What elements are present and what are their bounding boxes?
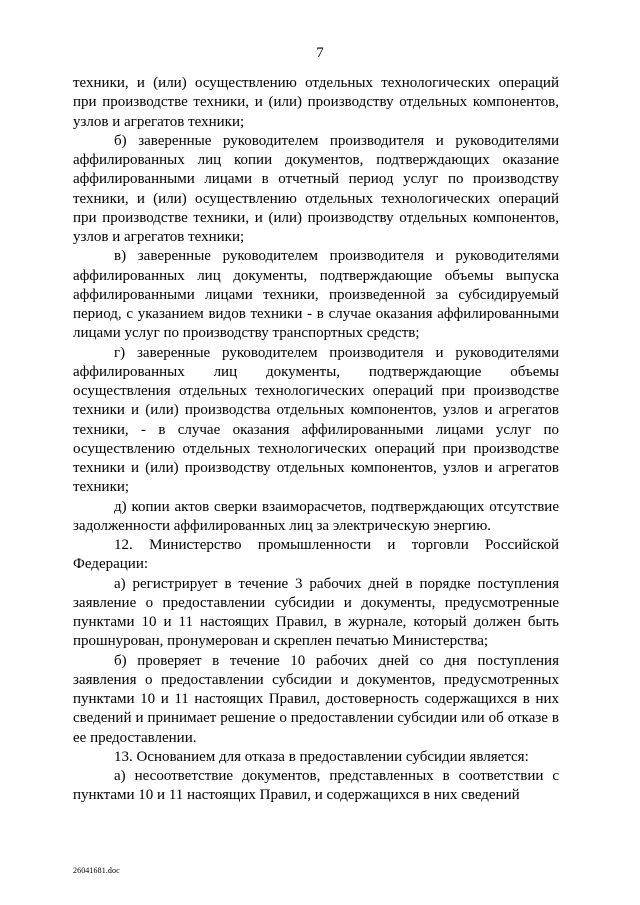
paragraph-section-13-a: а) несоответствие документов, представленных в соответствии с пунктами 10 и 11 настоящих Правил, и содержащихся в них сведений <box>73 768 559 804</box>
paragraph-section-12: 12. Министерство промышленности и торговли Российской Федерации: <box>73 537 559 573</box>
paragraph-section-12-b: б) проверяет в течение 10 рабочих дней со дня поступления заявления о предоставлении субсидии и документов, предусмотренных пунктами 10 и 11 настоящих Правил, достоверность содержащихся в них сведений и принимает решение о предоставлении субсидии или об отказе в ее предоставлении. <box>73 652 559 746</box>
paragraph-item-g: г) заверенные руководителем производителя и руководителями аффилированных лиц документы, подтверждающие объемы осуществления отдельных технологических операций при производстве техники и (или) производства отдельных компонентов, узлов и агрегатов техники, - в случае оказания аффилированными лицами услуг по осуществлению отдельных технологических операций при производстве техники и (или) производству отдельных компонентов, узлов и агрегатов техники; <box>73 344 559 496</box>
paragraph-item-d: д) копии актов сверки взаиморасчетов, подтверждающих отсутствие задолженности аффилированных лиц за электрическую энергию. <box>73 498 559 534</box>
paragraph-item-v: в) заверенные руководителем производителя и руководителями аффилированных лиц документы, подтверждающие объемы выпуска аффилированными лицами техники, произведенной за субсидируемый период, с указанием видов техники - в случае оказания аффилированными лицами услуг по производству транспортных средств; <box>73 248 559 342</box>
document-body <box>73 74 559 806</box>
paragraph-section-13: 13. Основанием для отказа в предоставлении субсидии является: <box>114 748 529 765</box>
document-file-code: 26041681.doc <box>73 866 120 875</box>
page-number: 7 <box>316 45 324 61</box>
paragraph-item-b: б) заверенные руководителем производителя и руководителями аффилированных лиц копии документов, подтверждающих оказание аффилированными лицами в отчетный период услуг по производству техники, и (или) осуществлению отдельных технологических операций при производстве техники, и (или) производству отдельных компонентов, узлов и агрегатов техники; <box>73 132 559 245</box>
paragraph-continuation: техники, и (или) осуществлению отдельных технологических операций при производстве техники, и (или) производству отдельных компонентов, узлов и агрегатов техники; <box>73 75 559 130</box>
paragraph-section-12-a: а) регистрирует в течение 3 рабочих дней в порядке поступления заявление о предоставлении субсидии и документы, предусмотренные пунктами 10 и 11 настоящих Правил, в журнале, который должен быть прошнурован, пронумерован и скреплен печатью Министерства; <box>73 575 559 650</box>
